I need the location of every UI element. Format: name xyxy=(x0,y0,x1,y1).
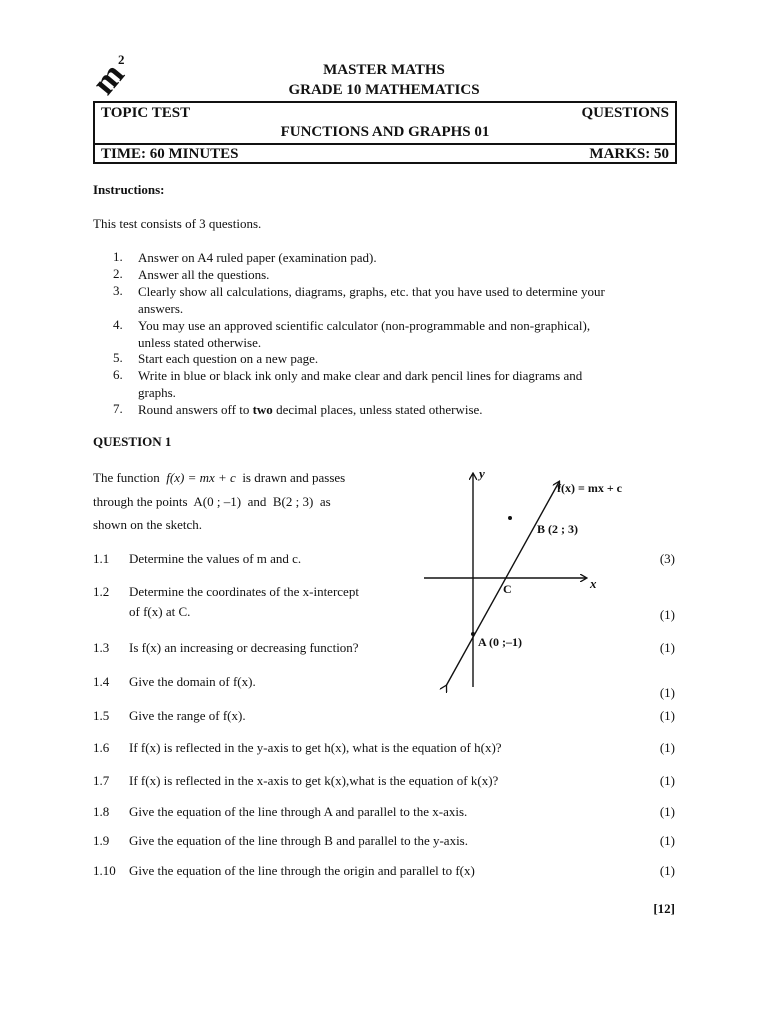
subquestion-mark: (1) xyxy=(659,607,675,622)
time-label: TIME: 60 MINUTES xyxy=(101,146,239,162)
school-title: MASTER MATHS xyxy=(323,62,445,78)
y-axis-label: y xyxy=(479,466,485,481)
q1-intro-line3: shown on the sketch. xyxy=(93,517,203,532)
instruction-text xyxy=(138,401,638,418)
subquestion-mark: (1) xyxy=(659,640,675,655)
point-b-text: B(2 ; 3) xyxy=(272,494,314,509)
subquestion-number: 1.4 xyxy=(93,674,110,689)
subquestion-text: of f(x) at C. xyxy=(129,604,191,619)
subquestion-number: 1.2 xyxy=(93,584,110,599)
subquestion-text: If f(x) is reflected in the y-axis to get h(x), what is the equation of h(x)? xyxy=(129,740,502,755)
q1-intro-text: is drawn and passes xyxy=(242,470,346,485)
subquestion-mark: (1) xyxy=(659,863,675,878)
point-c-label: C xyxy=(503,582,512,596)
marks-label: MARKS: 50 xyxy=(589,146,669,162)
instructions-heading: Instructions: xyxy=(93,182,165,197)
subquestion-mark: (1) xyxy=(659,833,675,848)
instruction-text: Start each question on a new page. xyxy=(138,351,319,366)
subquestion-mark: (1) xyxy=(659,685,675,700)
point-b-label: B (2 ; 3) xyxy=(537,522,578,536)
subquestion-number: 1.9 xyxy=(93,833,110,848)
test-info-box xyxy=(93,101,677,164)
subquestion-text: Determine the values of m and c. xyxy=(129,551,302,566)
instructions-intro: This test consists of 3 questions. xyxy=(93,216,262,231)
subquestion-text: If f(x) is reflected in the x-axis to get k(x),what is the equation of k(x)? xyxy=(129,773,499,788)
function-expression: f(x) = mx + c xyxy=(166,470,236,485)
paper-title: FUNCTIONS AND GRAPHS 01 xyxy=(280,124,490,140)
instruction-num: 1. xyxy=(113,249,123,264)
q1-intro-line1 xyxy=(93,470,345,486)
subquestion-text: Give the equation of the line through A and parallel to the x-axis. xyxy=(129,804,468,819)
instruction-num: 2. xyxy=(113,266,123,281)
svg-text:m: m xyxy=(92,56,132,96)
questions-label: QUESTIONS xyxy=(581,105,669,121)
subquestion-number: 1.5 xyxy=(93,708,110,723)
instruction-text: You may use an approved scientific calculator (non-programmable and non-graphical), unless stated otherwise. xyxy=(138,318,591,350)
instruction-text: Answer all the questions. xyxy=(138,267,270,282)
line-label: f(x) = mx + c xyxy=(557,481,622,495)
subquestion-number: 1.1 xyxy=(93,551,110,566)
subquestion-mark: (1) xyxy=(659,740,675,755)
subquestion-mark: (1) xyxy=(659,773,675,788)
q1-intro-text: as xyxy=(319,494,331,509)
instruction-text: Answer on A4 ruled paper (examination pad). xyxy=(138,250,377,265)
subquestion-text: Is f(x) an increasing or decreasing function? xyxy=(129,640,359,655)
instruction-num: 4. xyxy=(113,317,123,332)
x-axis-label: x xyxy=(590,576,597,591)
question-heading: QUESTION 1 xyxy=(93,434,172,449)
instruction-text: Clearly show all calculations, diagrams, graphs, etc. that you have used to determine your answers. xyxy=(138,284,605,316)
function-graph xyxy=(418,462,648,694)
instruction-text-bold: two xyxy=(252,402,273,417)
subquestion-number: 1.10 xyxy=(93,863,116,878)
instruction-num: 7. xyxy=(113,401,123,416)
subquestion-number: 1.6 xyxy=(93,740,110,755)
subquestion-text: Give the range of f(x). xyxy=(129,708,246,723)
subquestion-number: 1.3 xyxy=(93,640,110,655)
q1-intro-text: The function xyxy=(93,470,160,485)
q1-intro-text: and xyxy=(247,494,267,509)
instruction-text: Write in blue or black ink only and make clear and dark pencil lines for diagrams and graphs. xyxy=(138,368,583,400)
subquestion-mark: (1) xyxy=(659,708,675,723)
svg-text:2: 2 xyxy=(118,52,125,67)
q1-intro-text: through the points xyxy=(93,494,188,509)
grade-title: GRADE 10 MATHEMATICS xyxy=(288,82,480,98)
subquestion-text: Give the domain of f(x). xyxy=(129,674,256,689)
instruction-text-part: Round answers off to xyxy=(138,402,253,417)
subquestion-text: Give the equation of the line through B and parallel to the y-axis. xyxy=(129,833,468,848)
instruction-num: 5. xyxy=(113,350,123,365)
question-total: [12] xyxy=(653,901,675,916)
point-a-dot xyxy=(471,632,475,636)
point-a-label: A (0 ;–1) xyxy=(478,635,522,649)
instruction-num: 3. xyxy=(113,283,123,298)
subquestion-text: Determine the coordinates of the x-intercept xyxy=(129,584,359,599)
subquestion-text: Give the equation of the line through the origin and parallel to f(x) xyxy=(129,863,475,878)
point-a-text: A(0 ; –1) xyxy=(193,494,242,509)
instruction-num: 6. xyxy=(113,367,123,382)
point-b-dot xyxy=(508,516,512,520)
q1-intro-line2 xyxy=(93,494,331,510)
subquestion-number: 1.7 xyxy=(93,773,110,788)
subquestion-mark: (1) xyxy=(659,804,675,819)
topic-test-label: TOPIC TEST xyxy=(101,105,191,121)
instruction-text-part: decimal places, unless stated otherwise. xyxy=(272,402,483,417)
subquestion-number: 1.8 xyxy=(93,804,110,819)
box-divider xyxy=(95,143,675,145)
subquestion-mark: (3) xyxy=(659,551,675,566)
